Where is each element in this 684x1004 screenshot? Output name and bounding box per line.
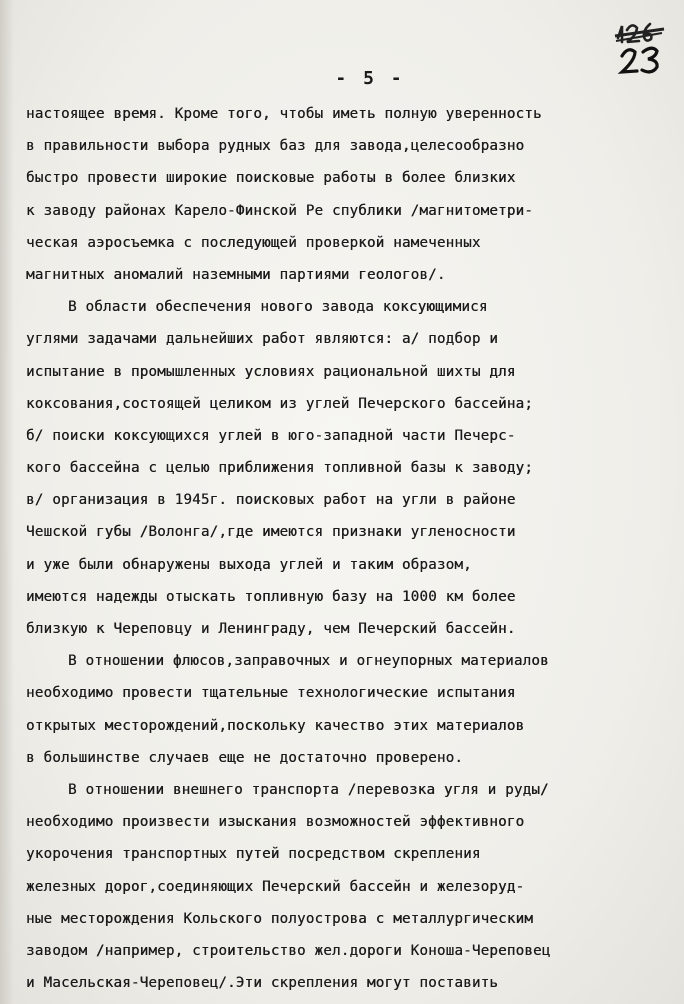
text-line: железных дорог,соединяющих Печерский бассейн и железоруд- [26, 878, 525, 895]
text-line: быстро провести широкие поисковые работы в более близких [26, 170, 516, 187]
text-line: заводом /например, строительство жел.дороги Коноша-Череповец [26, 942, 551, 959]
text-line: и уже были обнаружены выхода углей и таким образом, [26, 556, 472, 573]
page-edge-shadow [0, 0, 14, 1004]
text-line: магнитных аномалий наземными партиями геологов/. [26, 266, 446, 283]
paragraph-start-line: В области обеспечения нового завода коксующимися [68, 299, 488, 316]
text-line: к заводу районах Карело-Финской Ре спублики /магнитометри- [26, 202, 534, 219]
text-line: кого бассейна с целью приближения топливной базы к заводу; [26, 460, 534, 477]
text-line: необходимо провести тщательные технологические испытания [26, 685, 516, 702]
page-number: - 5 - [335, 68, 405, 89]
text-line: открытых месторождений,поскольку качество этих материалов [26, 717, 525, 734]
text-line: в правильности выбора рудных баз для завода,целесообразно [26, 138, 525, 155]
paragraph-start-line: В отношении внешнего транспорта /перевозка угля и руды/ [68, 781, 549, 798]
text-line: укорочения транспортных путей посредством скрепления [26, 846, 481, 863]
text-line: Чешской губы /Волонга/,где имеются признаки угленосности [26, 524, 516, 541]
paragraph-start-line: В отношении флюсов,заправочных и огнеупорных материалов [68, 653, 549, 670]
text-line: ческая аэросъемка с последующей проверкой намеченных [26, 234, 481, 251]
text-line: и Масельская-Череповец/.Эти скрепления могут поставить [26, 975, 499, 992]
text-line: необходимо произвести изыскания возможностей эффективного [26, 814, 525, 831]
text-line: имеются надежды отыскать топливную базу на 1000 км более [26, 588, 516, 605]
text-line: настоящее время. Кроме того, чтобы иметь полную уверенность [26, 106, 542, 122]
text-line: в большинстве случаев еще не достаточно проверено. [26, 749, 464, 766]
text-line: ные месторождения Кольского полуострова с металлургическим [26, 910, 534, 927]
archive-page-number-handwritten [612, 16, 668, 78]
handwritten-archive-number-image [612, 16, 668, 78]
text-line: близкую к Череповцу и Ленинграду, чем Печерский бассейн. [26, 621, 516, 637]
text-line: углями задачами дальнейших работ являются: а/ подбор и [26, 331, 499, 348]
text-line: в/ организация в 1945г. поисковых работ на угли в районе [26, 492, 516, 509]
text-line: коксования,состоящей целиком из углей Печерского бассейна; [26, 395, 534, 412]
typewritten-body [26, 98, 672, 999]
text-line: б/ поиски коксующихся углей в юго-западной части Печерс- [26, 427, 516, 444]
text-line: испытание в промышленных условиях рациональной шихты для [26, 363, 516, 380]
